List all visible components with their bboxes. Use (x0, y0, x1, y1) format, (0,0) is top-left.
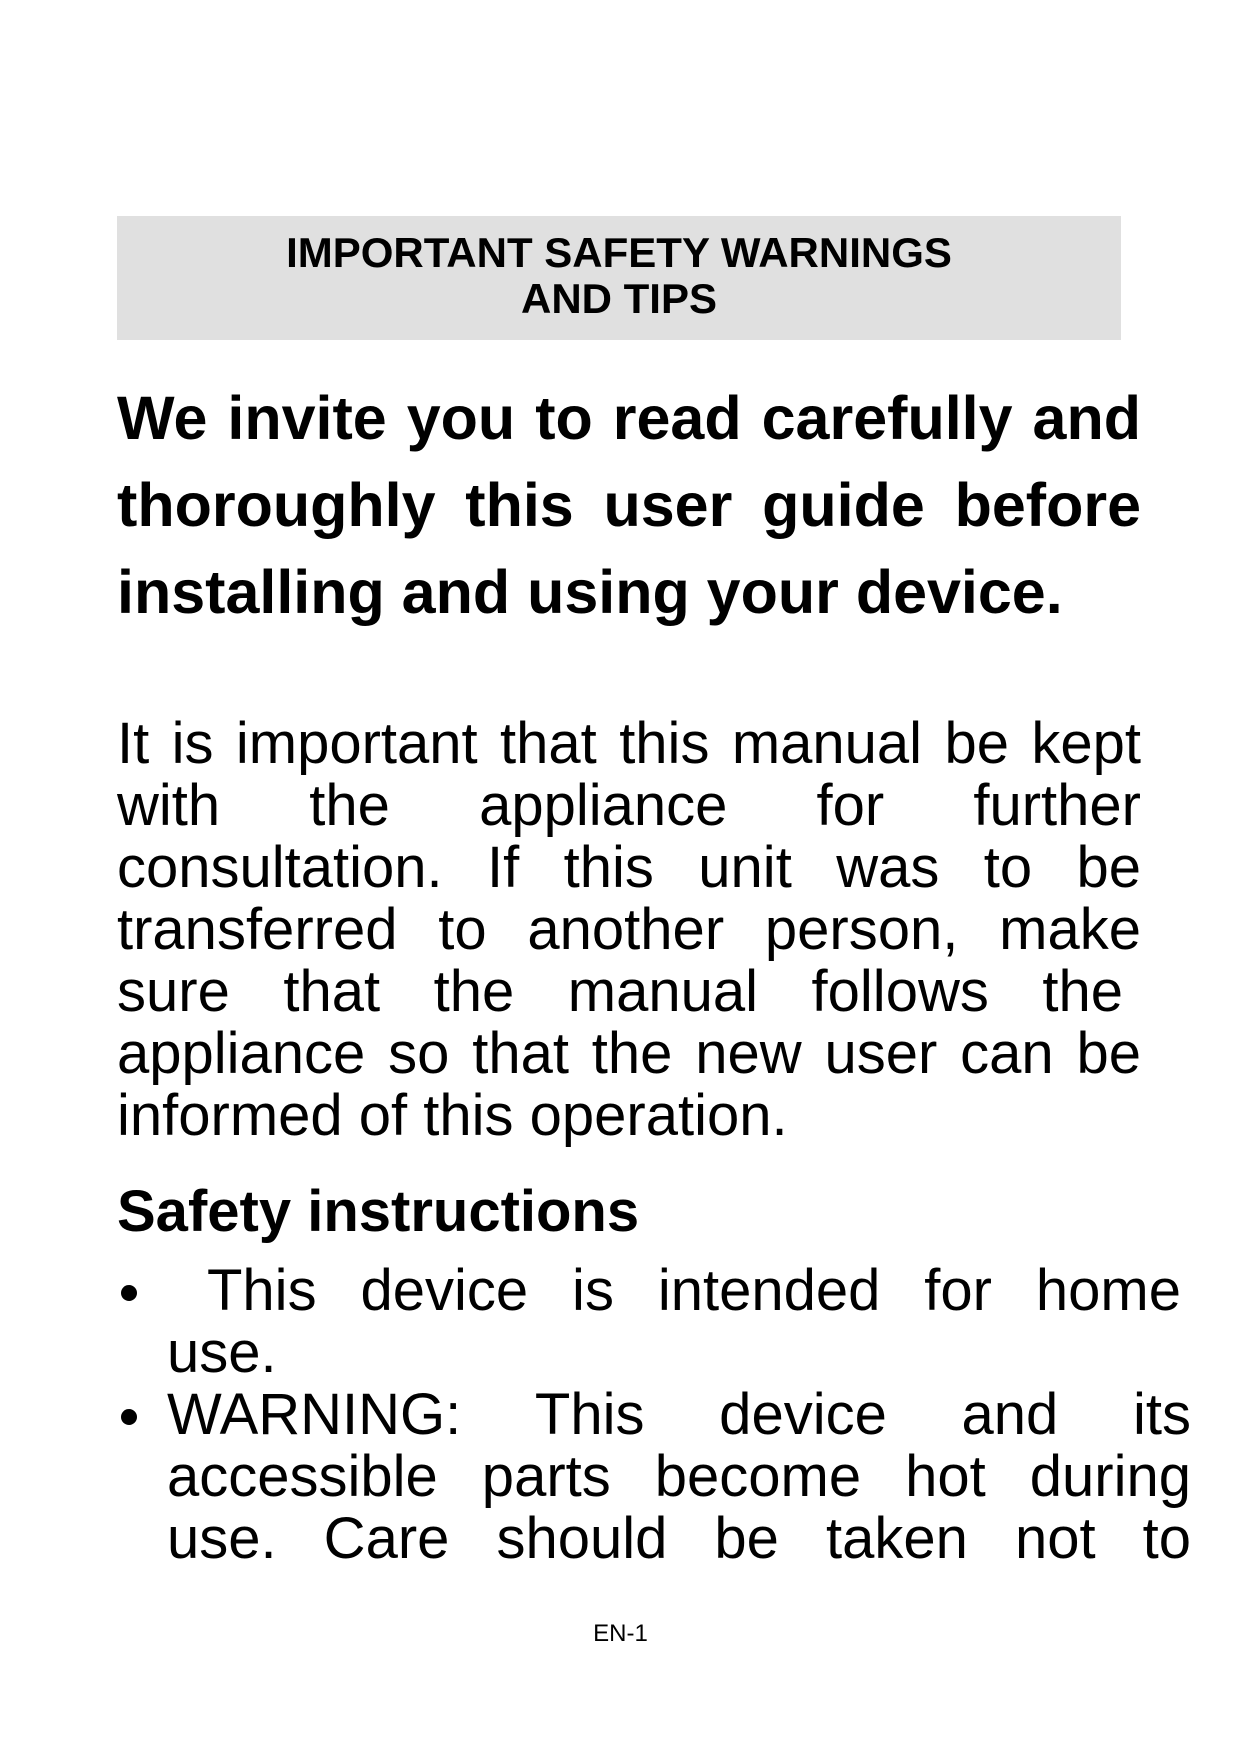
manual-note-line-4: transferred to another person, make (117, 897, 1141, 962)
bullet-2-line-1: WARNING: This device and its (167, 1382, 1191, 1447)
manual-note-line-1: It is important that this manual be kept (117, 711, 1141, 776)
page-number: EN-1 (593, 1620, 648, 1647)
bullet-1-line-2: use. (167, 1320, 277, 1385)
bullet-1-line-1: This device is intended for home (207, 1258, 1181, 1323)
banner-title-line-2: AND TIPS (520, 275, 717, 322)
safety-instructions-heading: Safety instructions (117, 1179, 640, 1244)
manual-note-line-5: sure that the manual follows the (117, 959, 1123, 1024)
intro-line-1: We invite you to read carefully and (117, 384, 1141, 452)
intro-paragraph (117, 375, 1141, 636)
manual-note-paragraph (117, 713, 1141, 1147)
intro-line-3: installing and using your device. (117, 558, 1063, 626)
safety-bullet-item (117, 1384, 1191, 1570)
safety-instructions-list (117, 1258, 1191, 1571)
manual-note-line-7: informed of this operation. (117, 1083, 788, 1148)
bullet-2-line-2: accessible parts become hot during (167, 1444, 1191, 1509)
manual-note-line-3: consultation. If this unit was to be (117, 835, 1141, 900)
manual-note-line-2: with the appliance for further (117, 773, 1141, 838)
manual-note-line-6: appliance so that the new user can be (117, 1021, 1141, 1086)
bullet-icon (121, 1285, 137, 1301)
bullet-2-line-3: use. Care should be taken not to (167, 1506, 1191, 1571)
title-banner (117, 216, 1121, 340)
safety-bullet-item (117, 1260, 1181, 1384)
bullet-icon (121, 1409, 137, 1425)
intro-line-2: thoroughly this user guide before (117, 471, 1141, 539)
banner-title-line-1: IMPORTANT SAFETY WARNINGS (286, 229, 952, 276)
